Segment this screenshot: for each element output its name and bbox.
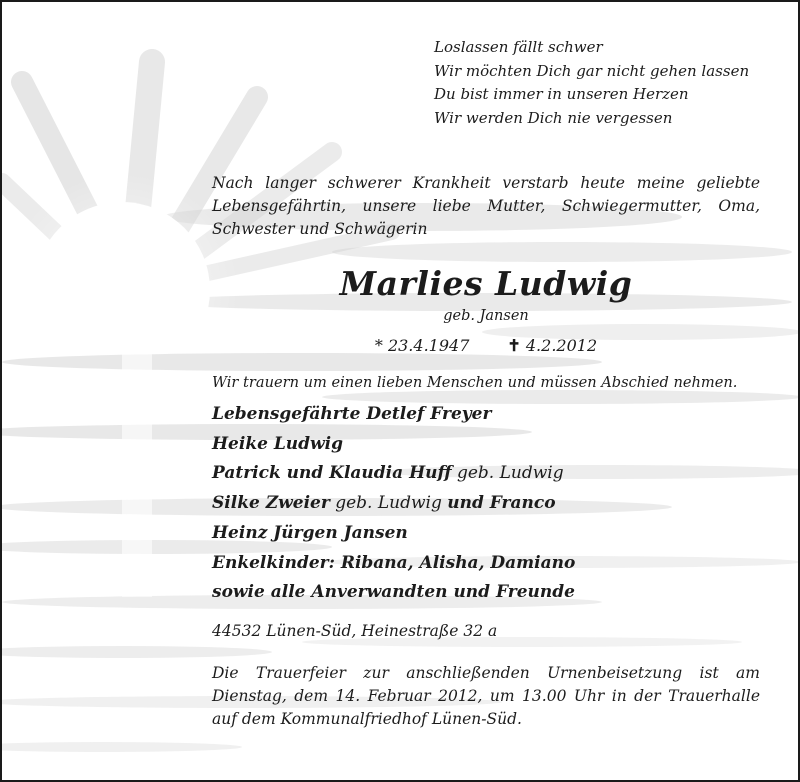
maiden-name: geb. Jansen [443, 308, 529, 324]
death-announcement [212, 172, 760, 241]
poem-line: Wir werden Dich nie vergessen [434, 108, 673, 127]
mourner-name: Heike Ludwig [212, 433, 344, 454]
address: 44532 Lünen-Süd, Heinestraße 32 a [212, 622, 498, 640]
mourner-name: Heinz Jürgen Jansen [212, 522, 408, 543]
birth-date: * 23.4.1947 [374, 336, 470, 355]
mourner-row [212, 400, 575, 430]
mourner-name: Patrick und Klaudia Huff [212, 463, 452, 484]
mourner-name: Lebensgefährte Detlef Freyer [212, 404, 492, 424]
mourner-row [212, 519, 575, 549]
funeral-line: Die Trauerfeier zur anschließenden Urnenbeisetzung ist am [212, 664, 760, 682]
announcement-line: Lebensgefährtin, unsere liebe Mutter, Schwiegermutter, Oma, [212, 197, 760, 215]
mourner-note: geb. Ludwig [329, 493, 448, 514]
funeral-line: Dienstag, dem 14. Februar 2012, um 13.00 Uhr in der Trauerhalle [212, 687, 760, 705]
funeral-details [212, 662, 760, 731]
mourner-partner: und Franco [447, 493, 556, 514]
poem-line: Loslassen fällt schwer [434, 38, 603, 56]
poem [434, 36, 749, 130]
life-dates [212, 336, 760, 355]
poem-line: Du bist immer in unseren Herzen [434, 85, 689, 103]
mourning-line: Wir trauern um einen lieben Menschen und müssen Abschied nehmen. [212, 374, 738, 391]
mourner-name: Enkelkinder: Ribana, Alisha, Damiano [212, 552, 576, 573]
mourner-row [212, 430, 575, 460]
mourner-row [212, 578, 575, 608]
mourner-note: geb. Ludwig [451, 463, 564, 484]
poem-line: Wir möchten Dich gar nicht gehen lassen [434, 61, 750, 80]
deceased-name: Marlies Ludwig [339, 264, 633, 303]
funeral-line: auf dem Kommunalfriedhof Lünen-Süd. [212, 710, 522, 728]
mourner-row [212, 459, 575, 489]
mourner-name: sowie alle Anverwandten und Freunde [212, 582, 575, 603]
mourner-name: Silke Zweier [212, 493, 330, 514]
mourner-row [212, 489, 575, 519]
death-date: 4.2.2012 [525, 336, 598, 355]
announcement-line: Schwester und Schwägerin [212, 220, 428, 238]
announcement-line: Nach langer schwerer Krankheit verstarb heute meine geliebte [212, 174, 760, 192]
cross-icon: ✝ [507, 336, 521, 355]
mourners-list [212, 400, 575, 608]
mourner-row [212, 549, 575, 579]
